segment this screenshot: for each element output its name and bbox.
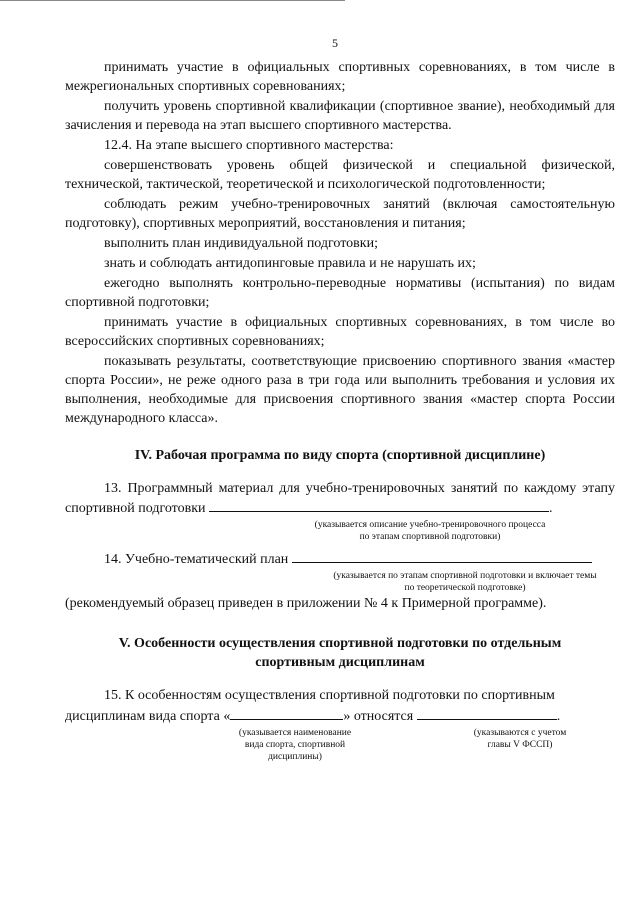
top-rule	[0, 0, 345, 1]
paragraph-15-end: .	[556, 709, 561, 724]
paragraph-13-text: 13. Программный материал для учебно-тренировочных занятий по каждому этапу спортивной подготовки	[65, 481, 615, 516]
paragraph: принимать участие в официальных спортивных соревнованиях, в том числе во всероссийских спортивных соревнованиях;	[65, 315, 615, 349]
note-15-right-line-2: главы V ФССП)	[487, 740, 553, 750]
section-5-heading-line-1: V. Особенности осуществления спортивной подготовки по отдельным	[118, 636, 562, 651]
paragraph-14-text: 14. Учебно-тематический план	[104, 552, 289, 567]
paragraph: получить уровень спортивной квалификации (спортивное звание), необходимый для зачисления и перевода на этап высшего спортивного мастерства.	[65, 99, 615, 133]
note-14-line-1: (указывается по этапам спортивной подготовки и включает темы	[333, 571, 597, 581]
document-body	[65, 58, 615, 777]
paragraph-13-end: .	[549, 501, 553, 516]
note-13	[265, 519, 595, 543]
page-number: 5	[332, 36, 338, 50]
paragraph: 12.4. На этапе высшего спортивного мастерства:	[104, 138, 394, 153]
note-15-left-line-1: (указывается наименование	[238, 728, 352, 738]
fill-in-line	[209, 498, 549, 512]
fill-in-line	[230, 706, 343, 720]
note-15-right	[460, 727, 580, 751]
paragraph: принимать участие в официальных спортивных соревнованиях, в том числе в межрегиональных спортивных соревнованиях;	[65, 60, 615, 94]
paragraph: знать и соблюдать антидопинговые правила и не нарушать их;	[104, 256, 476, 271]
notes-15	[65, 727, 615, 777]
section-4-heading: IV. Рабочая программа по виду спорта (спортивной дисциплине)	[134, 448, 546, 463]
paragraph: показывать результаты, соответствующие присвоению спортивного звания «мастер спорта России», не реже одного раза в три года или выполнить требования и условия их выполнения, необходимые для присвоения спортивного звания «мастер спорта России международного класса».	[65, 354, 615, 426]
note-13-line-1: (указывается описание учебно-тренировочного процесса	[314, 520, 546, 530]
paragraph: совершенствовать уровень общей физической и специальной физической, технической, тактической, теоретической и психологической подготовленности;	[65, 158, 615, 192]
fill-in-line	[417, 706, 557, 720]
note-15-left-line-3: дисциплины)	[268, 752, 322, 762]
paragraph-15-text-a: дисциплинам вида спорта «	[65, 709, 231, 724]
note-15-left-line-2: вида спорта, спортивной	[244, 740, 346, 750]
paragraph: ежегодно выполнять контрольно-переводные нормативы (испытания) по видам спортивной подготовки;	[65, 276, 615, 310]
paragraph-14	[65, 549, 615, 569]
paragraph-13	[65, 479, 615, 518]
section-5-heading-line-2: спортивным дисциплинам	[255, 655, 425, 670]
paragraph-15-line-2	[65, 706, 615, 726]
fill-in-line	[292, 549, 592, 563]
paragraph: соблюдать режим учебно-тренировочных занятий (включая самостоятельную подготовку), спортивных мероприятий, восстановления и питания;	[65, 197, 615, 231]
paragraph-15-text-b: » относятся	[343, 709, 414, 724]
note-15-left	[235, 727, 355, 763]
note-14-line-2: по теоретической подготовке)	[404, 583, 526, 593]
paragraph-14-after: (рекомендуемый образец приведен в приложении № 4 к Примерной программе).	[65, 596, 547, 611]
note-13-line-2: по этапам спортивной подготовки)	[359, 532, 501, 542]
paragraph-15: 15. К особенностям осуществления спортивной подготовки по спортивным	[104, 688, 555, 703]
paragraph: выполнить план индивидуальной подготовки;	[104, 236, 378, 251]
note-15-right-line-1: (указываются с учетом	[473, 728, 567, 738]
note-14	[310, 570, 620, 594]
